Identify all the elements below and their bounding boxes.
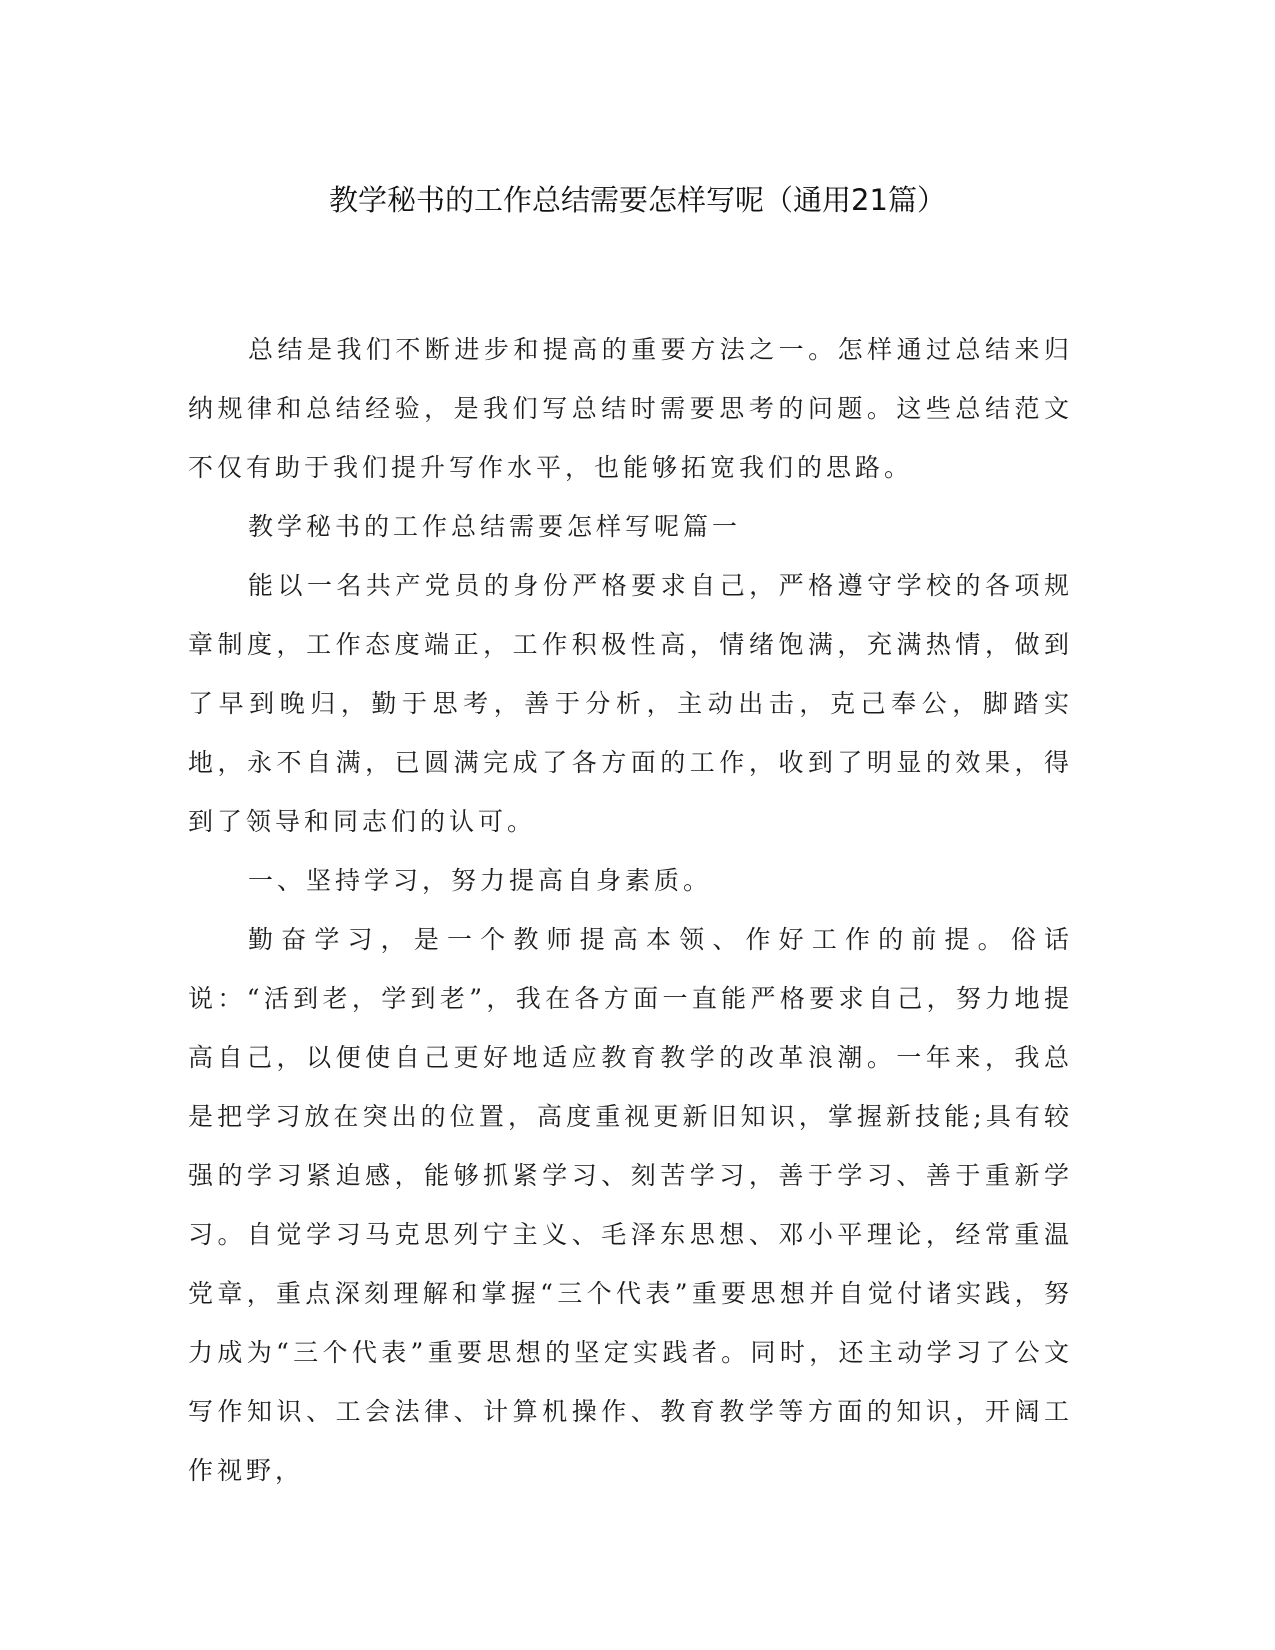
intro-paragraph: 总结是我们不断进步和提高的重要方法之一。怎样通过总结来归纳规律和总结经验，是我们写总结时需要思考的问题。这些总结范文不仅有助于我们提升写作水平，也能够拓宽我们的思路。: [188, 335, 1073, 482]
subsection-heading: 一、坚持学习，努力提高自身素质。: [248, 866, 713, 895]
body-paragraph: 能以一名共产党员的身份严格要求自己，严格遵守学校的各项规章制度，工作态度端正，工作积极性高，情绪饱满，充满热情，做到了早到晚归，勤于思考，善于分析，主动出击，克己奉公，脚踏实地，永不自满，已圆满完成了各方面的工作，收到了明显的效果，得到了领导和同志们的认可。: [188, 571, 1073, 836]
body-paragraph: 勤奋学习，是一个教师提高本领、作好工作的前提。俗话说：“活到老，学到老”，我在各方面一直能严格要求自己，努力地提高自己，以便使自己更好地适应教育教学的改革浪潮。一年来，我总是把学习放在突出的位置，高度重视更新旧知识，掌握新技能;具有较强的学习紧迫感，能够抓紧学习、刻苦学习，善于学习、善于重新学习。自觉学习马克思列宁主义、毛泽东思想、邓小平理论，经常重温党章，重点深刻理解和掌握“三个代表”重要思想并自觉付诸实践，努力成为“三个代表”重要思想的坚定实践者。同时，还主动学习了公文写作知识、工会法律、计算机操作、教育教学等方面的知识，开阔工作视野，: [188, 925, 1073, 1485]
section-heading-part-one: 教学秘书的工作总结需要怎样写呢篇一: [248, 512, 742, 541]
document-title: 教学秘书的工作总结需要怎样写呢（通用21篇）: [329, 183, 946, 217]
document-body: [188, 320, 1073, 1500]
